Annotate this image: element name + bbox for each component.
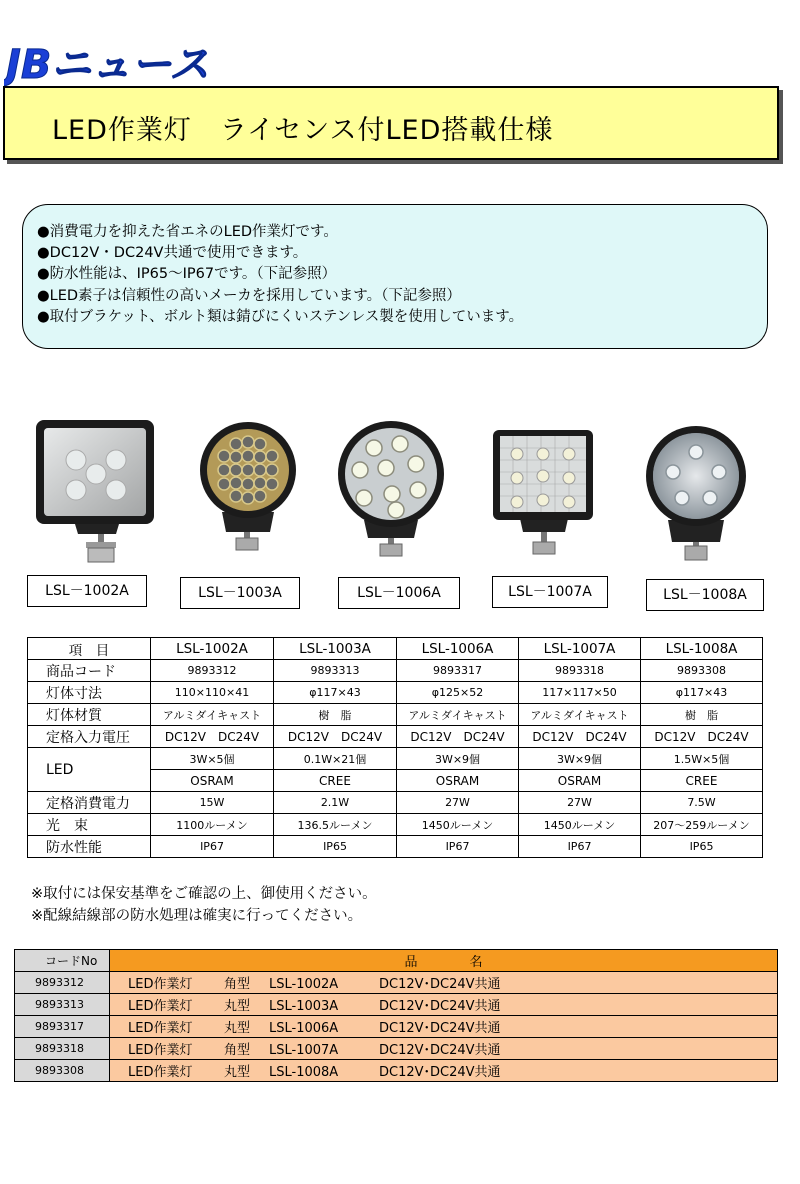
spec-row xyxy=(28,660,763,682)
spec-header-cell: LSL-1006A xyxy=(397,638,519,660)
note-line: ※取付には保安基準をご確認の上、御使用ください。 xyxy=(31,886,377,902)
code-header-row xyxy=(15,950,778,972)
round-work-light-icon xyxy=(196,420,300,554)
spec-cell: DC12V DC24V xyxy=(397,726,519,748)
brand-logo xyxy=(4,36,254,86)
name-part: LED作業灯 xyxy=(128,1021,193,1036)
spec-cell: DC12V DC24V xyxy=(274,726,397,748)
spec-cell: 110×110×41 xyxy=(151,682,274,704)
model-label: LSL－1007A xyxy=(492,576,608,608)
power-part: DC12V･DC24V共通 xyxy=(379,977,501,992)
spec-cell: 樹 脂 xyxy=(641,704,763,726)
spec-cell: DC12V DC24V xyxy=(519,726,641,748)
spec-cell: 9893308 xyxy=(641,660,763,682)
round-work-light-icon xyxy=(642,424,750,564)
spec-table xyxy=(27,637,763,858)
power-part: DC12V･DC24V共通 xyxy=(379,1065,501,1080)
spec-cell: 9893318 xyxy=(519,660,641,682)
spec-cell: 7.5W xyxy=(641,792,763,814)
title-banner xyxy=(3,86,779,160)
power-part: DC12V･DC24V共通 xyxy=(379,1021,501,1036)
spec-label: 防水性能 xyxy=(28,836,151,858)
power-part: DC12V･DC24V共通 xyxy=(379,1043,501,1058)
spec-cell: 9893313 xyxy=(274,660,397,682)
feature-item: ●防水性能は、IP65～IP67です。（下記参照） xyxy=(37,266,337,283)
spec-cell: DC12V DC24V xyxy=(151,726,274,748)
spec-cell: 27W xyxy=(519,792,641,814)
feature-item: ●取付ブラケット、ボルト類は錆びにくいステンレス製を使用しています。 xyxy=(37,308,524,325)
spec-cell: 樹 脂 xyxy=(274,704,397,726)
spec-cell: 1100ルーメン xyxy=(151,814,274,836)
code-cell: 9893312 xyxy=(15,972,110,994)
spec-header-row xyxy=(28,638,763,660)
shape-part: 丸型 xyxy=(224,1065,251,1080)
spec-label: 灯体寸法 xyxy=(28,682,151,704)
code-row xyxy=(15,1016,778,1038)
feature-item: ●消費電力を抑えた省エネのLED作業灯です。 xyxy=(37,224,338,240)
spec-cell: 1.5W×5個 xyxy=(641,748,763,770)
spec-cell: 1450ルーメン xyxy=(519,814,641,836)
model-part: LSL-1002A xyxy=(269,977,339,992)
spec-cell: CREE xyxy=(274,770,397,792)
model-label: LSL－1003A xyxy=(180,577,300,609)
model-part: LSL-1007A xyxy=(269,1043,339,1058)
spec-row xyxy=(28,748,763,770)
spec-cell: IP65 xyxy=(274,836,397,858)
product-name-cell xyxy=(110,1016,778,1038)
model-label: LSL－1006A xyxy=(338,577,460,609)
spec-cell: φ125×52 xyxy=(397,682,519,704)
code-row xyxy=(15,994,778,1016)
model-label: LSL－1008A xyxy=(646,579,764,611)
spec-cell: アルミダイキャスト xyxy=(151,704,274,726)
spec-header-cell: LSL-1002A xyxy=(151,638,274,660)
spec-label: 商品コード xyxy=(28,660,151,682)
spec-header-cell: LSL-1007A xyxy=(519,638,641,660)
note-line: ※配線結線部の防水処理は確実に行ってください。 xyxy=(31,908,363,924)
spec-cell: OSRAM xyxy=(151,770,274,792)
product-name-cell xyxy=(110,972,778,994)
model-label: LSL－1002A xyxy=(27,575,147,607)
name-part: LED作業灯 xyxy=(128,999,193,1014)
spec-cell: IP67 xyxy=(519,836,641,858)
code-cell: 9893313 xyxy=(15,994,110,1016)
code-cell: 9893318 xyxy=(15,1038,110,1060)
name-part: LED作業灯 xyxy=(128,1065,193,1080)
spec-cell: φ117×43 xyxy=(274,682,397,704)
spec-cell: 1450ルーメン xyxy=(397,814,519,836)
spec-cell: 3W×9個 xyxy=(519,748,641,770)
spec-cell: 117×117×50 xyxy=(519,682,641,704)
spec-label: 光 束 xyxy=(28,814,151,836)
spec-cell: 0.1W×21個 xyxy=(274,748,397,770)
product-name-cell xyxy=(110,994,778,1016)
spec-cell: DC12V DC24V xyxy=(641,726,763,748)
spec-cell: 9893317 xyxy=(397,660,519,682)
model-part: LSL-1003A xyxy=(269,999,339,1014)
spec-row xyxy=(28,726,763,748)
product-name-cell xyxy=(110,1038,778,1060)
name-part: LED作業灯 xyxy=(128,1043,193,1058)
spec-cell: 2.1W xyxy=(274,792,397,814)
spec-cell: IP65 xyxy=(641,836,763,858)
notes xyxy=(31,883,377,927)
spec-cell: 27W xyxy=(397,792,519,814)
spec-cell: 3W×9個 xyxy=(397,748,519,770)
power-part: DC12V･DC24V共通 xyxy=(379,999,501,1014)
spec-label: 定格消費電力 xyxy=(28,792,151,814)
spec-label: LED xyxy=(28,748,151,792)
spec-row xyxy=(28,682,763,704)
page-title: LED作業灯 ライセンス付LED搭載仕様 xyxy=(52,115,554,146)
spec-header-cell: LSL-1008A xyxy=(641,638,763,660)
code-cell: 9893308 xyxy=(15,1060,110,1082)
spec-cell: OSRAM xyxy=(397,770,519,792)
spec-cell: 3W×5個 xyxy=(151,748,274,770)
svg-text:JBニュース: JBニュース xyxy=(6,42,210,86)
shape-part: 角型 xyxy=(224,1043,251,1058)
feature-list-box xyxy=(22,204,768,349)
code-header-cell: コードNo xyxy=(15,950,110,972)
spec-row xyxy=(28,704,763,726)
spec-cell: φ117×43 xyxy=(641,682,763,704)
shape-part: 丸型 xyxy=(224,999,251,1014)
spec-row xyxy=(28,836,763,858)
round-work-light-icon xyxy=(334,420,448,560)
spec-cell: IP67 xyxy=(151,836,274,858)
spec-row xyxy=(28,814,763,836)
spec-cell: 136.5ルーメン xyxy=(274,814,397,836)
model-part: LSL-1006A xyxy=(269,1021,339,1036)
square-work-light-icon xyxy=(32,416,156,566)
code-cell: 9893317 xyxy=(15,1016,110,1038)
spec-header-cell: LSL-1003A xyxy=(274,638,397,660)
square-work-light-icon xyxy=(491,428,595,560)
product-name-cell xyxy=(110,1060,778,1082)
spec-cell: アルミダイキャスト xyxy=(397,704,519,726)
name-part: LED作業灯 xyxy=(128,977,193,992)
spec-cell: OSRAM xyxy=(519,770,641,792)
code-row xyxy=(15,1038,778,1060)
shape-part: 丸型 xyxy=(224,1021,251,1036)
feature-item: ●LED素子は信頼性の高いメーカを採用しています。（下記参照） xyxy=(37,287,461,304)
spec-label: 灯体材質 xyxy=(28,704,151,726)
spec-header-cell: 項 目 xyxy=(28,638,151,660)
code-row xyxy=(15,972,778,994)
shape-part: 角型 xyxy=(224,977,251,992)
spec-cell: IP67 xyxy=(397,836,519,858)
code-row xyxy=(15,1060,778,1082)
spec-cell: 207～259ルーメン xyxy=(641,814,763,836)
spec-label: 定格入力電圧 xyxy=(28,726,151,748)
feature-item: ●DC12V・DC24V共通で使用できます。 xyxy=(37,245,308,262)
spec-row xyxy=(28,792,763,814)
spec-cell: CREE xyxy=(641,770,763,792)
spec-cell: 9893312 xyxy=(151,660,274,682)
name-header-cell: 品 名 xyxy=(110,950,778,972)
spec-cell: アルミダイキャスト xyxy=(519,704,641,726)
model-part: LSL-1008A xyxy=(269,1065,339,1080)
code-table xyxy=(14,949,778,1082)
spec-cell: 15W xyxy=(151,792,274,814)
